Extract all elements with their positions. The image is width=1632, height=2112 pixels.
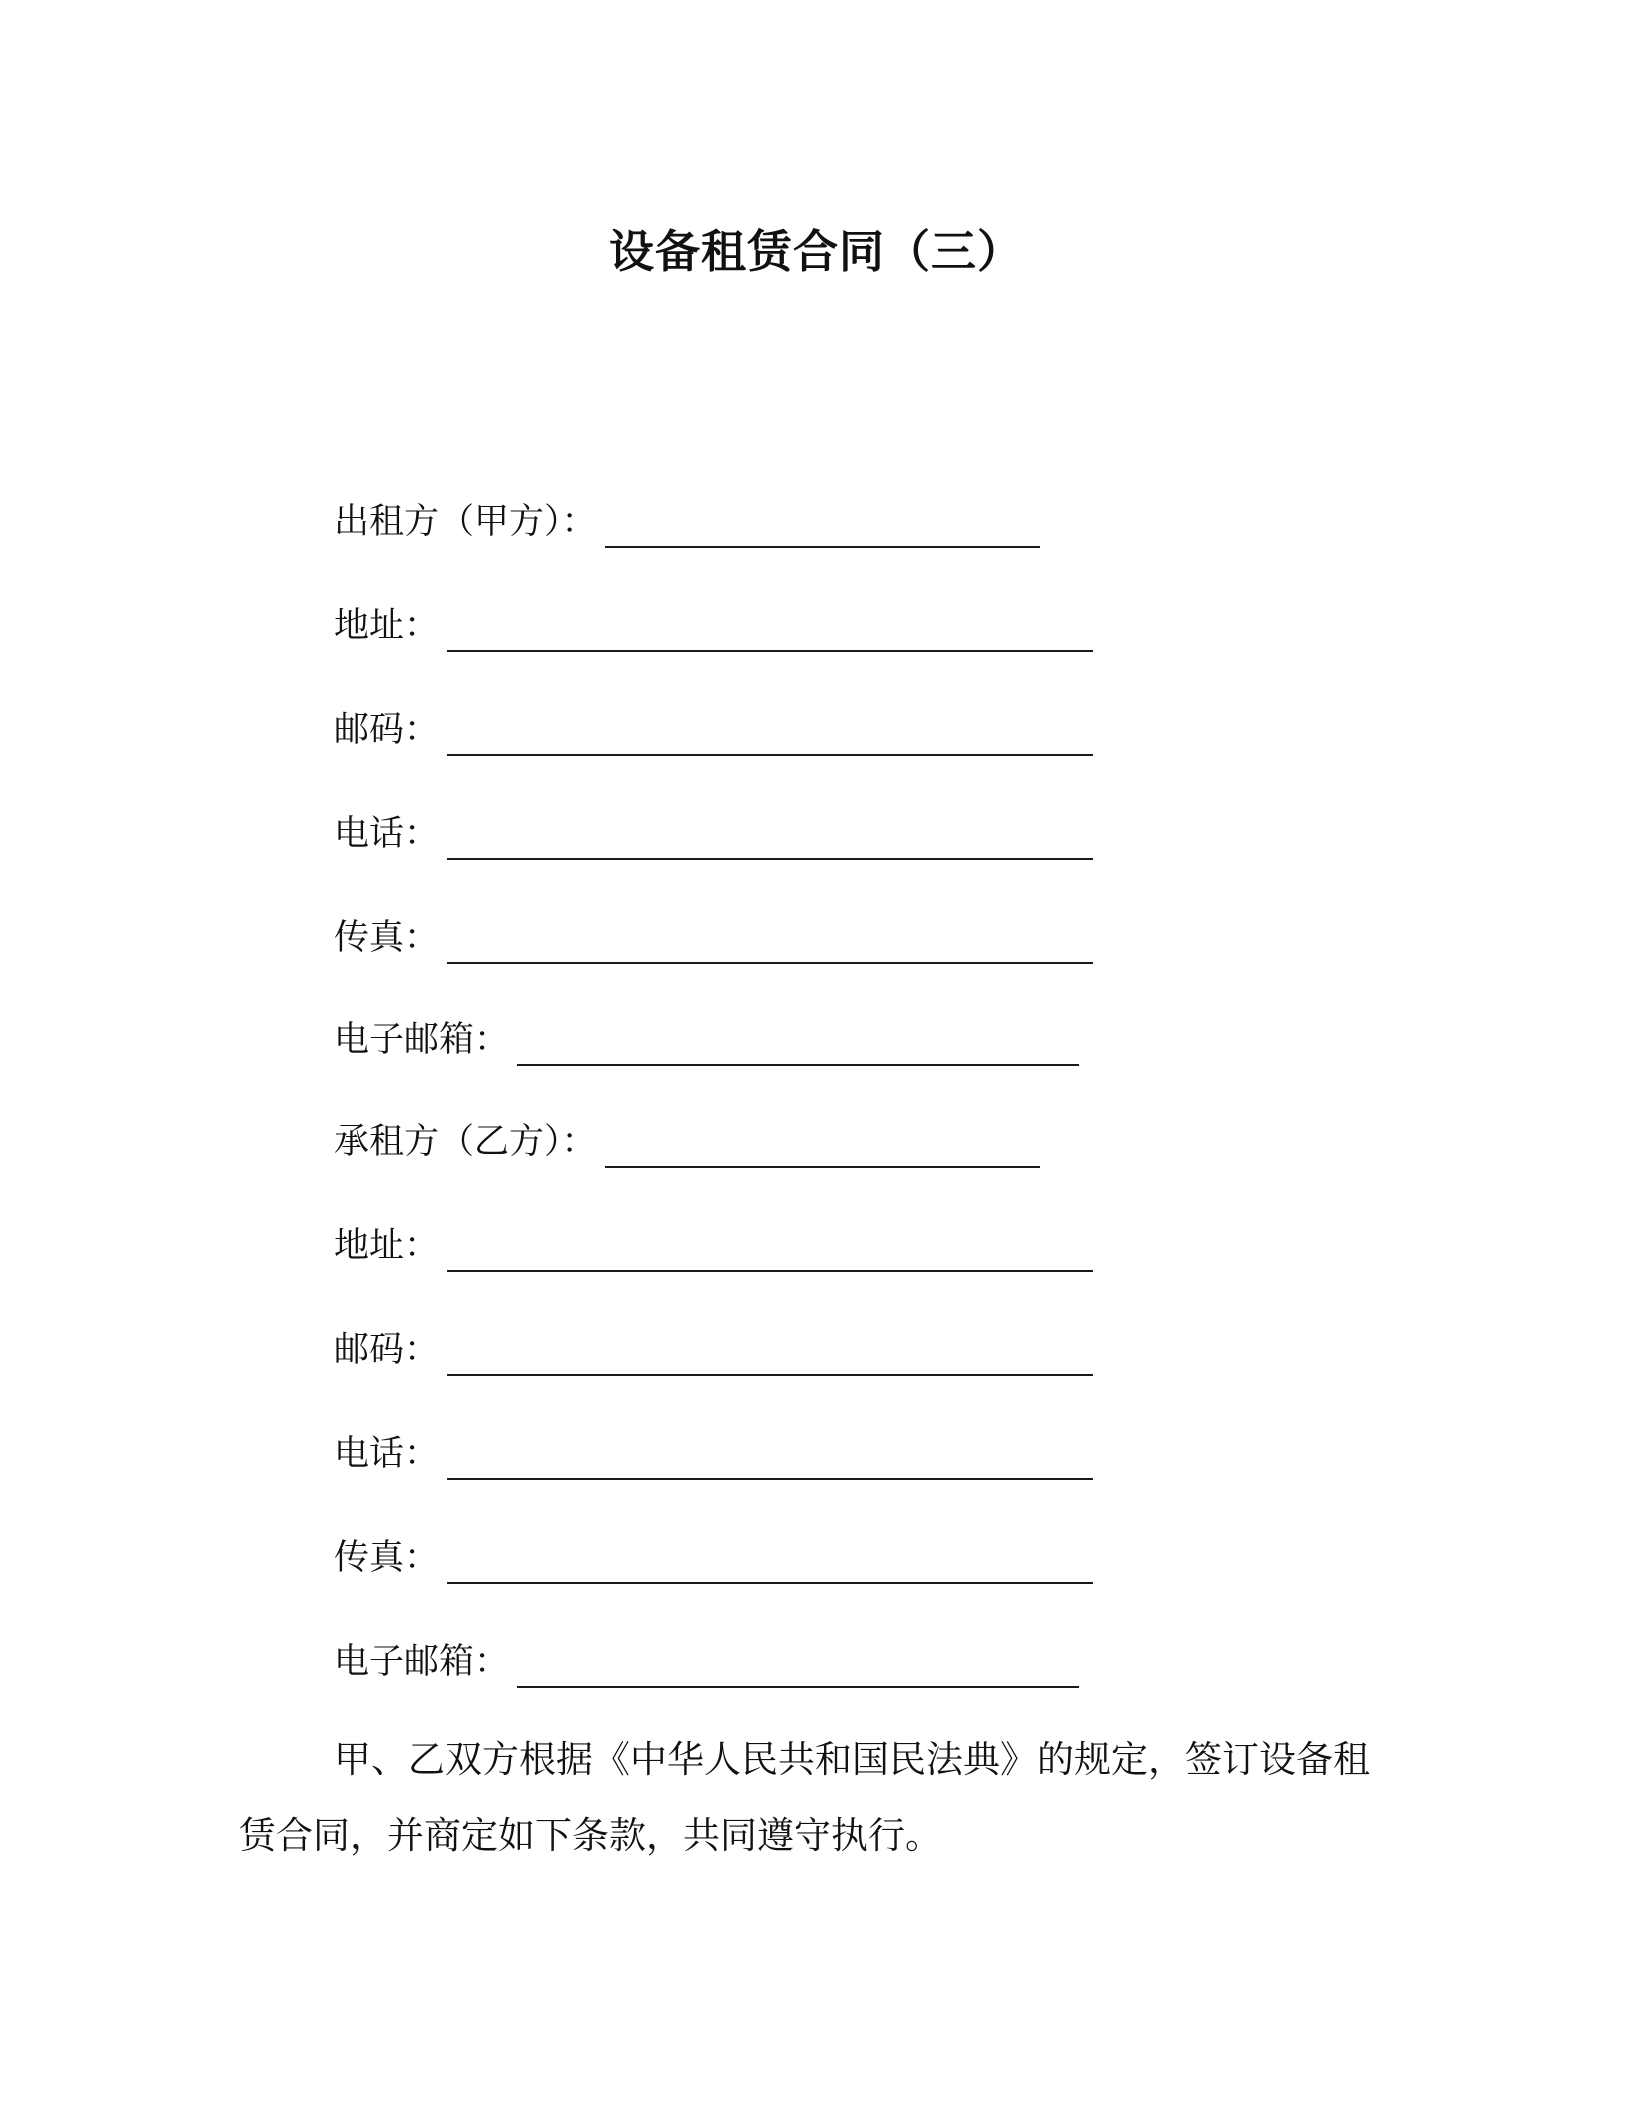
lessor-heading-field (334, 492, 1040, 548)
document-title: 设备租赁合同（三） (608, 225, 1023, 278)
lessee-phone-field (334, 1424, 1093, 1480)
lessor-fax-label: 传真： (334, 918, 440, 958)
lessor-postcode-label: 邮码： (334, 710, 440, 750)
lessee-name-blank[interactable] (605, 1126, 1040, 1168)
preamble-line-2: 赁合同，并商定如下条款，共同遵守执行。 (239, 1814, 942, 1857)
lessee-fax-blank[interactable] (447, 1542, 1093, 1584)
lessor-phone-field (334, 804, 1093, 860)
lessor-name-blank[interactable] (605, 506, 1040, 548)
preamble-line-1: 甲、乙双方根据《中华人民共和国民法典》的规定，签订设备租 (334, 1738, 1370, 1781)
lessee-email-blank[interactable] (517, 1646, 1079, 1688)
lessor-heading-label: 出租方（甲方）： (334, 502, 597, 542)
lessor-email-blank[interactable] (517, 1024, 1079, 1066)
lessee-address-field (334, 1216, 1093, 1272)
lessee-phone-label: 电话： (334, 1434, 440, 1474)
lessor-address-blank[interactable] (447, 610, 1093, 652)
lessor-address-label: 地址： (334, 606, 440, 646)
lessor-fax-field (334, 908, 1093, 964)
lessor-email-field (334, 1010, 1079, 1066)
lessor-phone-label: 电话： (334, 814, 440, 854)
lessee-fax-label: 传真： (334, 1538, 440, 1578)
lessor-address-field (334, 596, 1093, 652)
lessee-address-blank[interactable] (447, 1230, 1093, 1272)
lessor-fax-blank[interactable] (447, 922, 1093, 964)
lessor-email-label: 电子邮箱： (334, 1020, 510, 1060)
lessee-address-label: 地址： (334, 1226, 440, 1266)
lessee-postcode-field (334, 1320, 1093, 1376)
lessee-email-field (334, 1632, 1079, 1688)
lessee-postcode-blank[interactable] (447, 1334, 1093, 1376)
lessee-phone-blank[interactable] (447, 1438, 1093, 1480)
lessee-postcode-label: 邮码： (334, 1330, 440, 1370)
lessor-phone-blank[interactable] (447, 818, 1093, 860)
lessee-heading-field (334, 1112, 1040, 1168)
lessor-postcode-field (334, 700, 1093, 756)
lessee-email-label: 电子邮箱： (334, 1642, 510, 1682)
lessee-fax-field (334, 1528, 1093, 1584)
lessee-heading-label: 承租方（乙方）： (334, 1122, 597, 1162)
lessor-postcode-blank[interactable] (447, 714, 1093, 756)
